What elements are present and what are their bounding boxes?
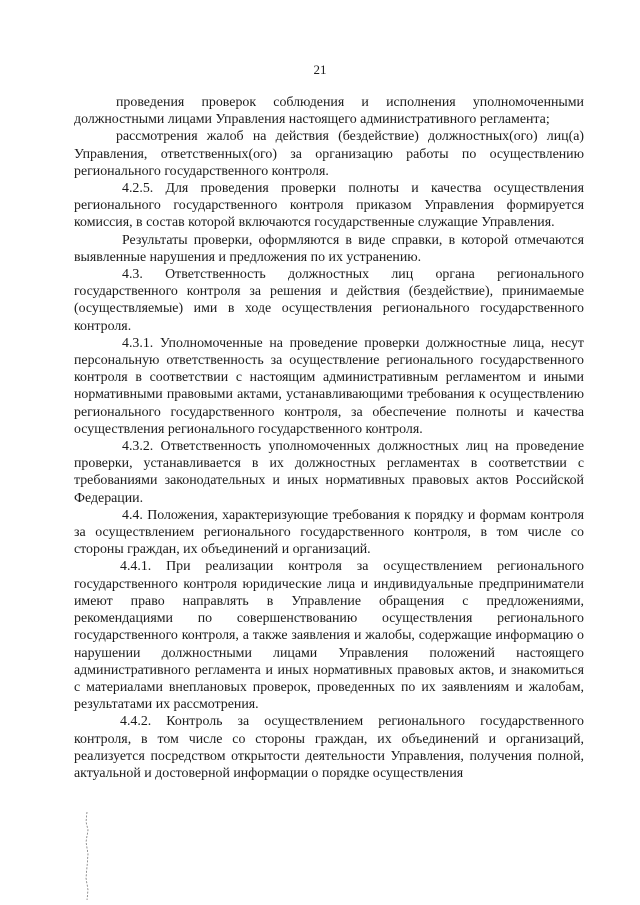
- paragraph-7: 4.3.2. Ответственность уполномоченных должностных лиц на проведение проверки, устанавливается в их должностных регламентах в соответствии с требованиями законодательных и иных нормативных правовых актов Российской Федерации.: [74, 439, 584, 506]
- paragraph-4: Результаты проверки, оформляются в виде справки, в которой отмечаются выявленные нарушения и предложения по их устранению.: [74, 232, 584, 265]
- document-body: [74, 94, 584, 782]
- paragraph-1: проведения проверок соблюдения и исполнения уполномоченными должностными лицами Управления настоящего административного регламента;: [74, 95, 584, 128]
- margin-scan-mark: [82, 812, 92, 900]
- paragraph-8: 4.4. Положения, характеризующие требования к порядку и формам контроля за осуществлением регионального государственного контроля, в том числе со стороны граждан, их объединений и организаций.: [74, 507, 584, 558]
- paragraph-3: 4.2.5. Для проведения проверки полноты и качества осуществления регионального государственного контроля приказом Управления формируется комиссия, в состав которой включаются государственные служащие Управления.: [74, 181, 584, 231]
- paragraph-10: 4.4.2. Контроль за осуществлением регионального государственного контроля, в том числе со стороны граждан, их объединений и организаций, реализуется посредством открытости деятельности Управления, получения полной, актуальной и достоверной информации о порядке осуществления: [74, 714, 584, 781]
- paragraph-6: 4.3.1. Уполномоченные на проведение проверки должностные лица, несут персональную ответственность за осуществление регионального государственного контроля в соответствии с настоящим административным регламентом и иными нормативными правовыми актами, устанавливающими требования к осуществлению регионального государственного контроля, за обеспечение полноты и качества осуществления регионального государственного контроля.: [74, 335, 584, 437]
- paragraph-5: 4.3. Ответственность должностных лиц органа регионального государственного контроля за решения и действия (бездействие), принимаемые (осуществляемые) ими в ходе осуществления регионального государственного контроля.: [74, 267, 584, 334]
- paragraph-9: 4.4.1. При реализации контроля за осуществлением регионального государственного контроля юридические лица и индивидуальные предприниматели имеют право направлять в Управление обращения с предложениями, рекомендациями по совершенствованию осуществления регионального государственного контроля, а также заявления и жалобы, содержащие информацию о нарушении должностными лицами Управления положений настоящего административного регламента и иных нормативных правовых актов, и знакомиться с материалами внеплановых проверок, проведенных по их заявлениям и жалобам, результатами их рассмотрения.: [74, 559, 584, 713]
- paragraph-2: рассмотрения жалоб на действия (бездействие) должностных(ого) лиц(а) Управления, ответственных(ого) за организацию работы по осуществлению регионального государственного контроля.: [74, 129, 584, 179]
- page-number: 21: [313, 62, 327, 77]
